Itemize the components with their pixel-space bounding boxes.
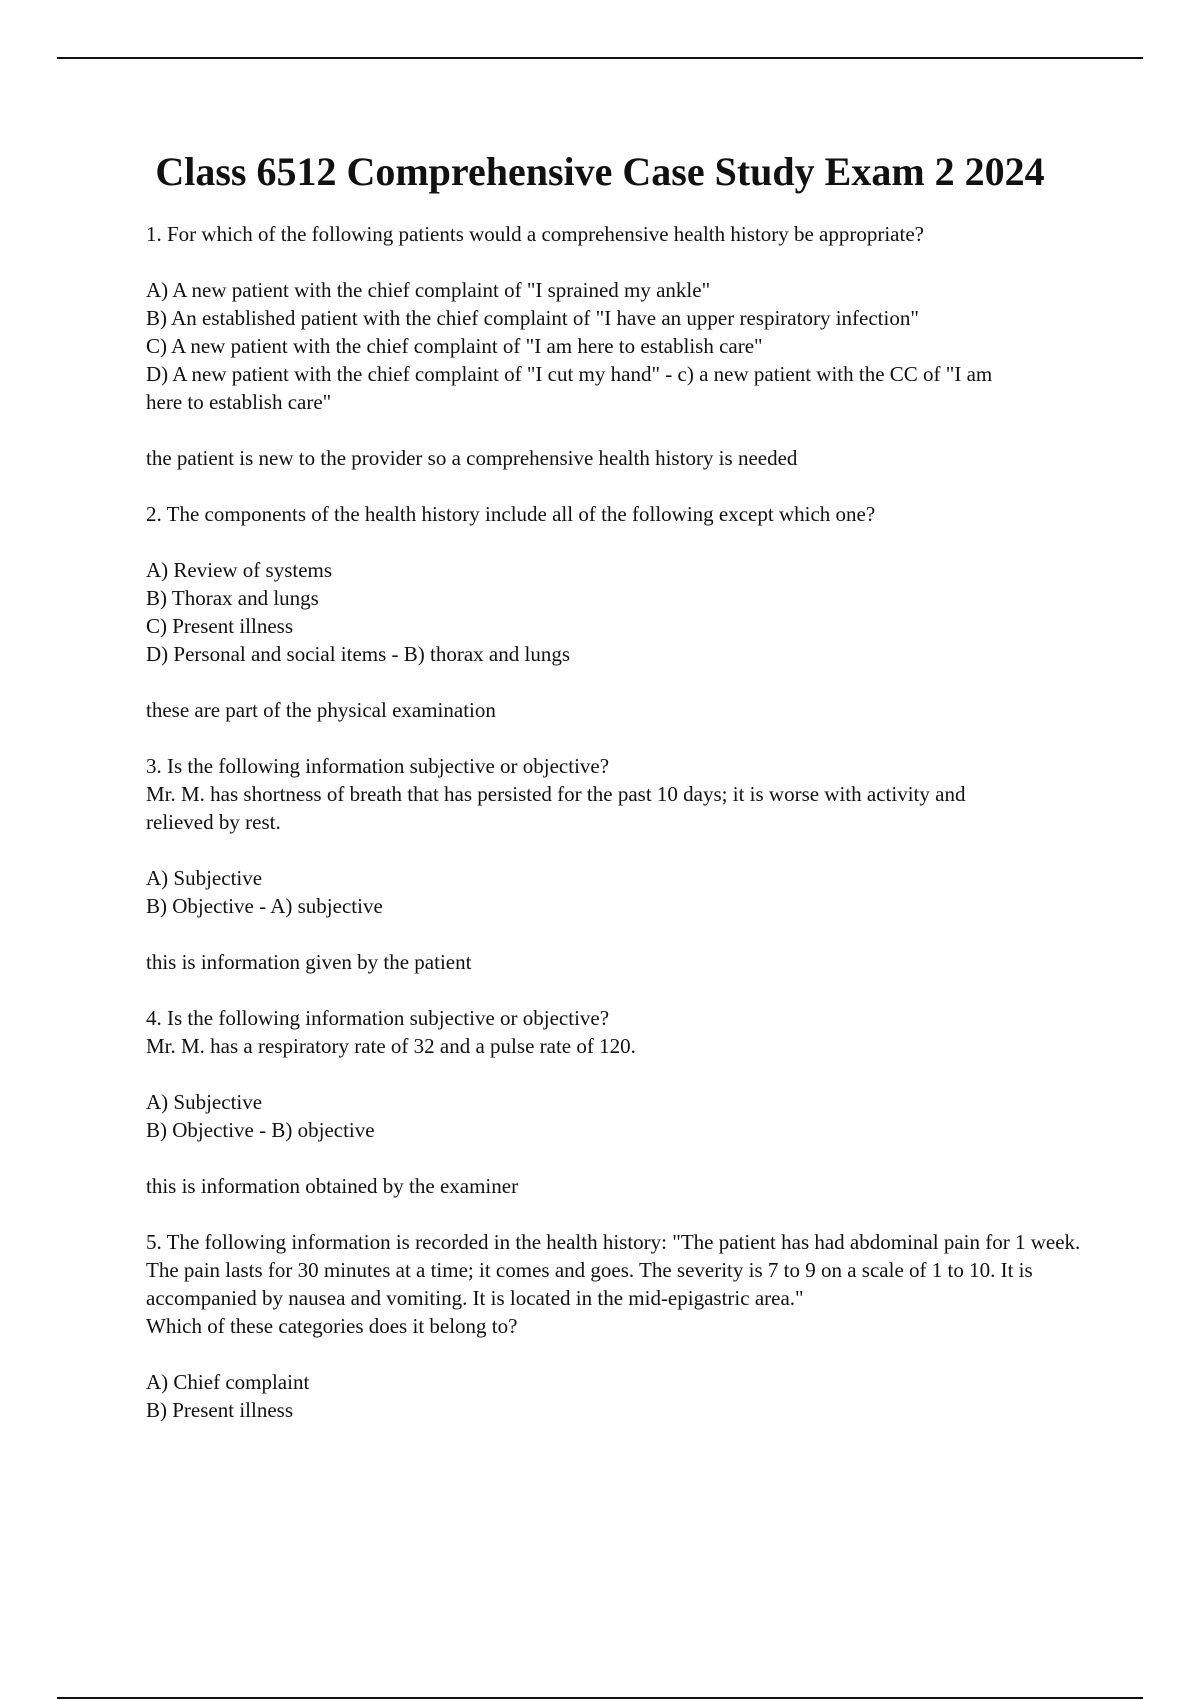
question-prompt-line: 4. Is the following information subjective or objective? xyxy=(146,1006,610,1030)
question-4-options xyxy=(146,1088,1106,1144)
answer-option: D) Personal and social items - B) thorax and lungs xyxy=(146,642,570,666)
answer-option: B) An established patient with the chief complaint of "I have an upper respiratory infection" xyxy=(146,306,919,330)
answer-option: A) Chief complaint xyxy=(146,1370,310,1394)
question-2-rationale xyxy=(146,696,1106,724)
question-5-prompt xyxy=(146,1228,1106,1340)
answer-option: C) Present illness xyxy=(146,614,293,638)
question-prompt-line: 2. The components of the health history include all of the following except which one? xyxy=(146,502,876,526)
question-2-prompt xyxy=(146,500,1106,528)
question-prompt-line: 1. For which of the following patients would a comprehensive health history be appropriate? xyxy=(146,222,924,246)
answer-option: A) Subjective xyxy=(146,1090,263,1114)
question-1-prompt xyxy=(146,220,1106,248)
question-5-options xyxy=(146,1368,1106,1424)
rationale-text: this is information obtained by the examiner xyxy=(146,1174,519,1198)
answer-option: B) Objective - A) subjective xyxy=(146,894,383,918)
top-rule xyxy=(57,57,1143,59)
question-1-rationale xyxy=(146,444,1106,472)
answer-option: B) Thorax and lungs xyxy=(146,586,319,610)
answer-option: B) Objective - B) objective xyxy=(146,1118,375,1142)
question-3-prompt xyxy=(146,752,1106,836)
document-body xyxy=(146,220,1106,1452)
question-4-rationale xyxy=(146,1172,1106,1200)
answer-option: C) A new patient with the chief complaint of "I am here to establish care" xyxy=(146,334,763,358)
question-prompt-line: Which of these categories does it belong to? xyxy=(146,1314,518,1338)
answer-option: A) A new patient with the chief complaint of "I sprained my ankle" xyxy=(146,278,711,302)
question-3-rationale xyxy=(146,948,1106,976)
rationale-text: these are part of the physical examination xyxy=(146,698,496,722)
question-1-options xyxy=(146,276,1106,416)
rationale-text: this is information given by the patient xyxy=(146,950,472,974)
question-prompt-line: 5. The following information is recorded in the health history: "The patient has had abdominal pain for 1 week. The pain lasts for 30 minutes at a time; it comes and goes. The severity is 7 to 9 on a scale of 1 to 10. It is accompanied by nausea and vomiting. It is located in the mid-epigastric area." xyxy=(146,1230,1081,1310)
question-prompt-line: 3. Is the following information subjective or objective? xyxy=(146,754,610,778)
question-prompt-line: Mr. M. has a respiratory rate of 32 and a pulse rate of 120. xyxy=(146,1034,636,1058)
answer-option: A) Review of systems xyxy=(146,558,333,582)
question-2-options xyxy=(146,556,1106,668)
question-prompt-line: Mr. M. has shortness of breath that has persisted for the past 10 days; it is worse with activity and relieved by rest. xyxy=(146,782,966,834)
answer-option: D) A new patient with the chief complaint of "I cut my hand" - c) a new patient with the CC of "I am here to establish care" xyxy=(146,362,993,414)
question-3-options xyxy=(146,864,1106,920)
document-title: Class 6512 Comprehensive Case Study Exam 2 2024 xyxy=(155,149,1045,194)
question-4-prompt xyxy=(146,1004,1106,1060)
answer-option: A) Subjective xyxy=(146,866,263,890)
answer-option: B) Present illness xyxy=(146,1398,293,1422)
bottom-rule xyxy=(57,1697,1143,1699)
rationale-text: the patient is new to the provider so a comprehensive health history is needed xyxy=(146,446,798,470)
